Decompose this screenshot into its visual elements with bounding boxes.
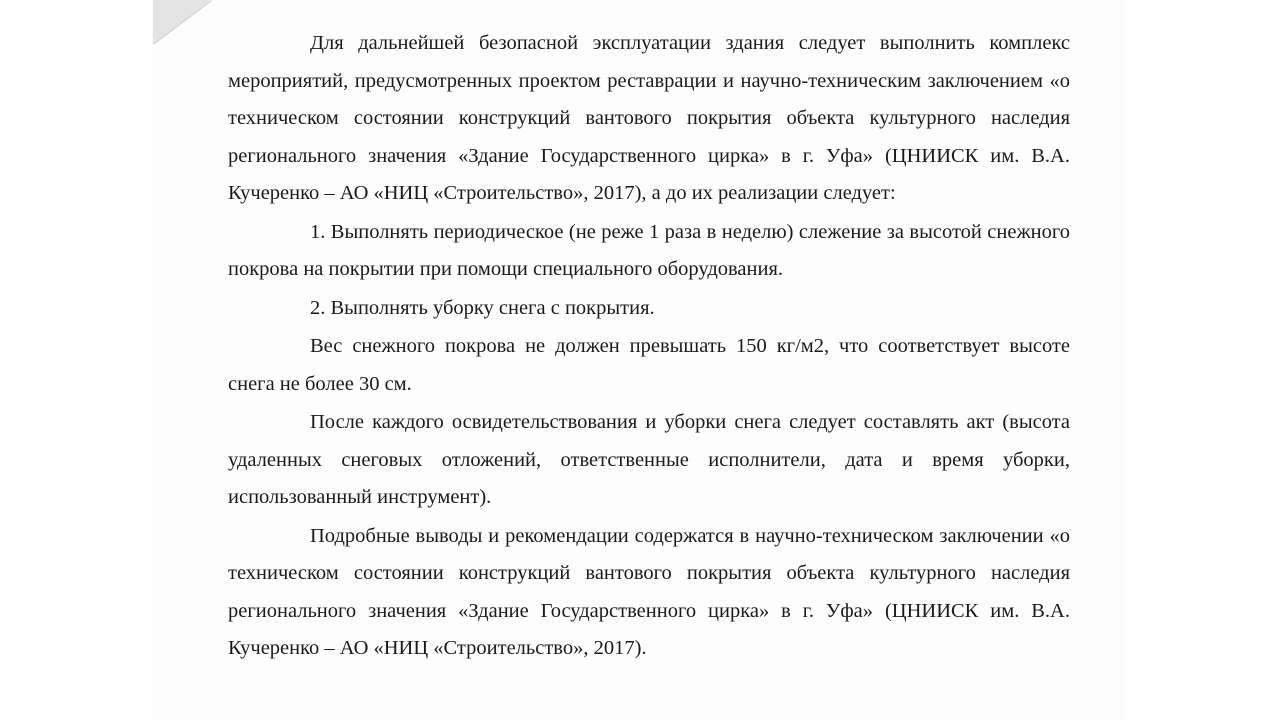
paragraph-snow-weight-limit: Вес снежного покрова не должен превышать 150 кг/м2, что соответствует высоте снега не более 30 см. xyxy=(228,335,1070,395)
paragraph-inspection-act: После каждого освидетельствования и уборки снега следует составлять акт (высота удаленных снеговых отложений, ответственные исполнители, дата и время уборки, использованный инструмент). xyxy=(228,411,1070,508)
scanned-page xyxy=(153,0,1123,720)
paragraph-item-1-snow-monitoring: 1. Выполнять периодическое (не реже 1 раза в неделю) слежение за высотой снежного покрова на покрытии при помощи специального оборудования. xyxy=(228,220,1070,280)
paragraph-detailed-conclusions: Подробные выводы и рекомендации содержатся в научно-техническом заключении «о техническом состоянии конструкций вантового покрытия объекта культурного наследия регионального значения «Здание Государственного цирка» в г. Уфа» (ЦНИИСК им. В.А. Кучеренко – АО «НИЦ «Строительство», 2017). xyxy=(228,524,1070,659)
paragraph-maintenance-measures: Для дальнейшей безопасной эксплуатации здания следует выполнить комплекс мероприятий, предусмотренных проектом реставрации и научно-техническим заключением «о техническом состоянии конструкций вантового покрытия объекта культурного наследия регионального значения «Здание Государственного цирка» в г. Уфа» (ЦНИИСК им. В.А. Кучеренко – АО «НИЦ «Строительство», 2017), а до их реализации следует: xyxy=(228,32,1070,204)
page-body xyxy=(228,25,1070,668)
paragraph-item-2-snow-removal: 2. Выполнять уборку снега с покрытия. xyxy=(310,296,655,319)
folded-corner xyxy=(153,0,211,44)
